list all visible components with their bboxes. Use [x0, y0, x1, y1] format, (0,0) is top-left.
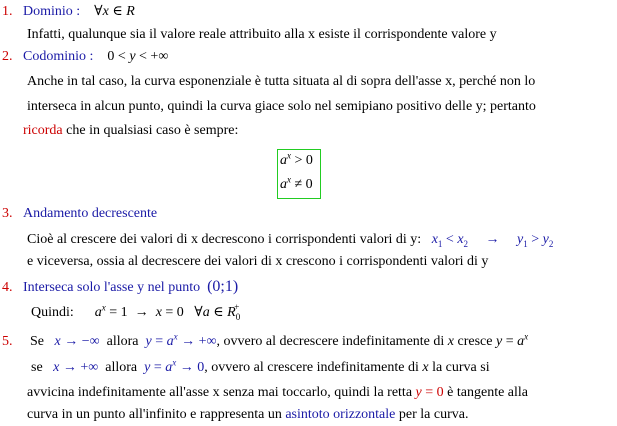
- item-4-header: [2, 278, 238, 297]
- paragraph-line: interseca in alcun punto, quindi la curva giace solo nel semipiano positivo delle y; pertanto: [27, 99, 536, 114]
- math-expression: $y = a^x$ → +∞: [145, 331, 217, 349]
- item-title: Dominio :: [23, 4, 81, 19]
- math-expression: x → −∞: [54, 334, 100, 349]
- item-5-line-4: [27, 406, 468, 424]
- item-4-formula-line: [31, 304, 239, 322]
- item-number: 5.: [2, 334, 13, 349]
- item-number: 1.: [2, 4, 13, 19]
- math-expression: ∀x ∈ R: [94, 4, 135, 19]
- paragraph-text: per la curva.: [398, 407, 469, 422]
- paragraph-line: [23, 122, 238, 140]
- item-1-header: [2, 3, 135, 21]
- item-3-header: [2, 205, 157, 223]
- item-title: Interseca solo l'asse y nel punto: [23, 280, 201, 295]
- item-2-header: [2, 48, 168, 66]
- paragraph-line: e viceversa, ossia al decrescere dei valori di x crescono i corrispondenti valori di y: [27, 254, 489, 269]
- math-expression: 0 < y < +∞: [107, 49, 169, 64]
- paragraph-text: è tangente alla: [447, 385, 529, 400]
- paragraph-text: che in qualsiasi caso è sempre:: [62, 123, 239, 138]
- inequality-box: [277, 149, 321, 199]
- item-5-line-3: [27, 384, 528, 402]
- item-number: 4.: [2, 280, 13, 295]
- box-line-1: $a^x > 0$: [280, 150, 313, 168]
- paragraph-line: Infatti, qualunque sia il valore reale attribuito alla x esiste il corrispondente valore y: [27, 27, 497, 42]
- paragraph-line: Anche in tal caso, la curva esponenziale è tutta situata al di sopra dell'asse x, perché non lo: [27, 74, 536, 89]
- paragraph-text: avvicina indefinitamente all'asse x senza mai toccarlo, quindi la retta: [27, 385, 413, 400]
- highlight-word: ricorda: [23, 123, 63, 138]
- math-point: (0;1): [207, 278, 239, 295]
- math-expression: $a^x = 1 \to x = 0$ ∀a ∈ $R_0^+$: [94, 302, 241, 322]
- highlight-term: asintoto orizzontale: [285, 407, 396, 422]
- item-1-text: [27, 26, 497, 44]
- item-title: Codominio :: [23, 49, 94, 64]
- math-expression: $x_1 < x_2$ → $y_1 > y_2$: [431, 232, 554, 249]
- paragraph-text: curva in un punto all'infinito e rappresenta un: [27, 407, 282, 422]
- paragraph-text: Quindi:: [31, 305, 74, 320]
- paragraph-text: Cioè al crescere dei valori di x decrescono i corrispondenti valori di y:: [27, 232, 422, 247]
- math-expression: y = 0: [415, 385, 444, 400]
- item-number: 3.: [2, 206, 13, 221]
- item-title: Andamento decrescente: [23, 206, 158, 221]
- item-5-line-1: 5. Se x → −∞ allora $y = a^x$ → +∞, ovvero al decrescere indefinitamente di x cresce $y = a^x$: [2, 331, 529, 349]
- paragraph-line: [27, 231, 553, 249]
- item-5-line-2: se x → +∞ allora $y = a^x \to 0$, ovvero al crescere indefinitamente di x la curva si: [31, 357, 490, 375]
- math-expression: $y = a^x \to 0$: [144, 357, 205, 375]
- box-line-2: $a^x \ne 0$: [280, 174, 313, 192]
- math-expression: x → +∞: [53, 360, 99, 375]
- item-number: 2.: [2, 49, 13, 64]
